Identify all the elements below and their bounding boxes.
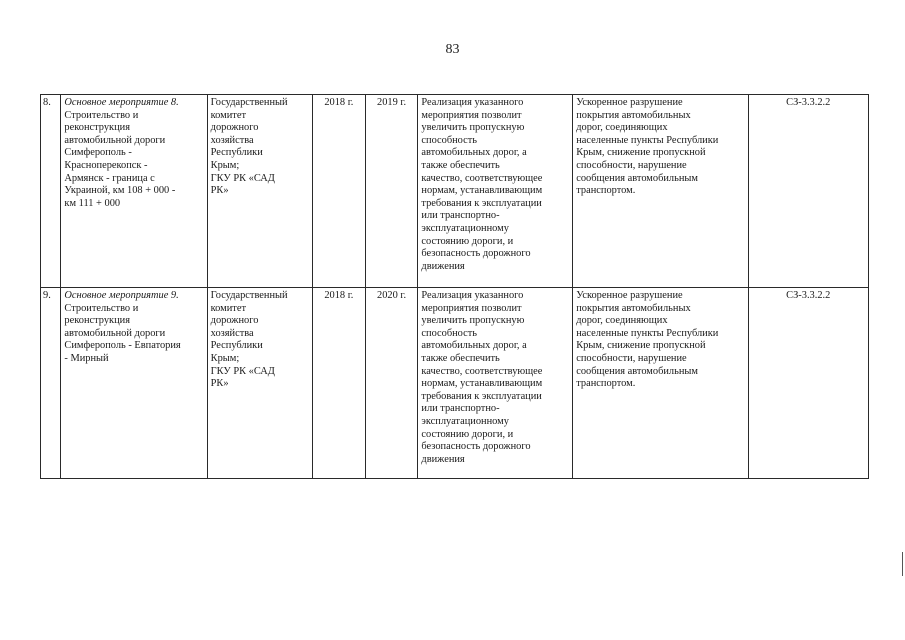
result-line: нормам, устанавливающим (421, 185, 543, 197)
executor-line: ГКУ РК «САД (210, 172, 275, 184)
result-line: мероприятия позволит (421, 302, 522, 314)
risk-line: Крым, снижение пропускной (576, 340, 706, 352)
result-line: качество, соответствующее (421, 172, 543, 184)
result-line: автомобильных дорог, а (421, 147, 527, 159)
executor-line: хозяйства (210, 327, 254, 339)
risk-line: способности, нарушение (576, 159, 687, 171)
risk-line: транспортом. (576, 378, 636, 390)
executor-line: Крым; (210, 159, 240, 171)
result-line: мероприятия позволит (421, 109, 522, 121)
expected-result-cell (418, 95, 573, 288)
executor-line: Государственный (210, 97, 288, 108)
row-number-cell: 8. (41, 95, 61, 288)
events-table (40, 94, 869, 479)
risk-consequences-cell (573, 288, 748, 479)
event-name-line: Симферополь - (64, 147, 132, 159)
result-line: безопасность дорожного (421, 248, 531, 260)
result-line: эксплуатационному (421, 222, 509, 234)
event-name-line: автомобильной дороги (64, 134, 166, 146)
indicator-link-cell: СЗ-3.3.2.2 (748, 95, 868, 288)
risk-line: сообщения автомобильным (576, 172, 698, 184)
executor-line: комитет (210, 109, 247, 121)
risk-line: дорог, соединяющих (576, 315, 668, 327)
executor-line: Государственный (210, 290, 288, 301)
risk-line: Крым, снижение пропускной (576, 147, 706, 159)
start-year-cell: 2018 г. (313, 95, 366, 288)
executor-line: Республики (210, 340, 263, 352)
result-line: или транспортно- (421, 403, 500, 415)
risk-line: способности, нарушение (576, 352, 687, 364)
executor-line: Республики (210, 147, 263, 159)
event-name-line: км 111 + 000 (64, 197, 121, 209)
result-line: автомобильных дорог, а (421, 340, 527, 352)
risk-line: населенные пункты Республики (576, 134, 719, 146)
result-line: также обеспечить (421, 352, 500, 364)
event-name-line: автомобильной дороги (64, 327, 166, 339)
result-line: способность (421, 327, 478, 339)
result-line: также обеспечить (421, 159, 500, 171)
event-name-line: Симферополь - Евпатория (64, 340, 181, 352)
executor-cell (207, 95, 312, 288)
executor-line: ГКУ РК «САД (210, 365, 275, 377)
executor-line: РК» (210, 185, 229, 197)
event-name-line: реконструкция (64, 122, 130, 134)
event-title: Основное мероприятие 9. (64, 290, 179, 301)
event-name-line: Красноперекопск - (64, 159, 148, 171)
event-name-line: Украиной, км 108 + 000 - (64, 185, 176, 197)
executor-line: РК» (210, 378, 229, 390)
result-line: нормам, устанавливающим (421, 378, 543, 390)
result-line: Реализация указанного (421, 290, 524, 301)
result-line: безопасность дорожного (421, 441, 531, 453)
risk-line: дорог, соединяющих (576, 122, 668, 134)
event-title: Основное мероприятие 8. (64, 97, 179, 108)
scan-edge-mark (902, 552, 903, 576)
executor-line: Крым; (210, 352, 240, 364)
event-name-line: - Мирный (64, 352, 109, 364)
result-line: состоянию дороги, и (421, 428, 514, 440)
risk-line: Ускоренное разрушение (576, 97, 683, 108)
result-line: движения (421, 453, 465, 465)
event-name-line: Строительство и (64, 302, 139, 314)
result-line: качество, соответствующее (421, 365, 543, 377)
end-year-cell: 2019 г. (365, 95, 418, 288)
risk-line: покрытия автомобильных (576, 302, 691, 314)
table-row (41, 95, 869, 288)
expected-result-cell (418, 288, 573, 479)
executor-line: комитет (210, 302, 247, 314)
risk-line: транспортом. (576, 185, 636, 197)
event-name-line: реконструкция (64, 315, 130, 327)
event-name-line: Строительство и (64, 109, 139, 121)
risk-line: сообщения автомобильным (576, 365, 698, 377)
executor-line: дорожного (210, 315, 259, 327)
page-number: 83 (445, 42, 460, 57)
risk-line: населенные пункты Республики (576, 327, 719, 339)
result-line: требования к эксплуатации (421, 390, 542, 402)
event-name-cell (61, 288, 207, 479)
result-line: увеличить пропускную (421, 315, 525, 327)
result-line: требования к эксплуатации (421, 197, 542, 209)
event-name-line: Армянск - граница с (64, 172, 155, 184)
result-line: движения (421, 260, 465, 272)
result-line: эксплуатационному (421, 415, 509, 427)
result-line: Реализация указанного (421, 97, 524, 108)
executor-line: дорожного (210, 122, 259, 134)
row-number-cell: 9. (41, 288, 61, 479)
result-line: способность (421, 134, 478, 146)
risk-line: покрытия автомобильных (576, 109, 691, 121)
end-year-cell: 2020 г. (365, 288, 418, 479)
table-row (41, 288, 869, 479)
result-line: или транспортно- (421, 210, 500, 222)
executor-cell (207, 288, 312, 479)
risk-line: Ускоренное разрушение (576, 290, 683, 301)
result-line: состоянию дороги, и (421, 235, 514, 247)
event-name-cell (61, 95, 207, 288)
result-line: увеличить пропускную (421, 122, 525, 134)
indicator-link-cell: СЗ-3.3.2.2 (748, 288, 868, 479)
start-year-cell: 2018 г. (313, 288, 366, 479)
risk-consequences-cell (573, 95, 748, 288)
executor-line: хозяйства (210, 134, 254, 146)
